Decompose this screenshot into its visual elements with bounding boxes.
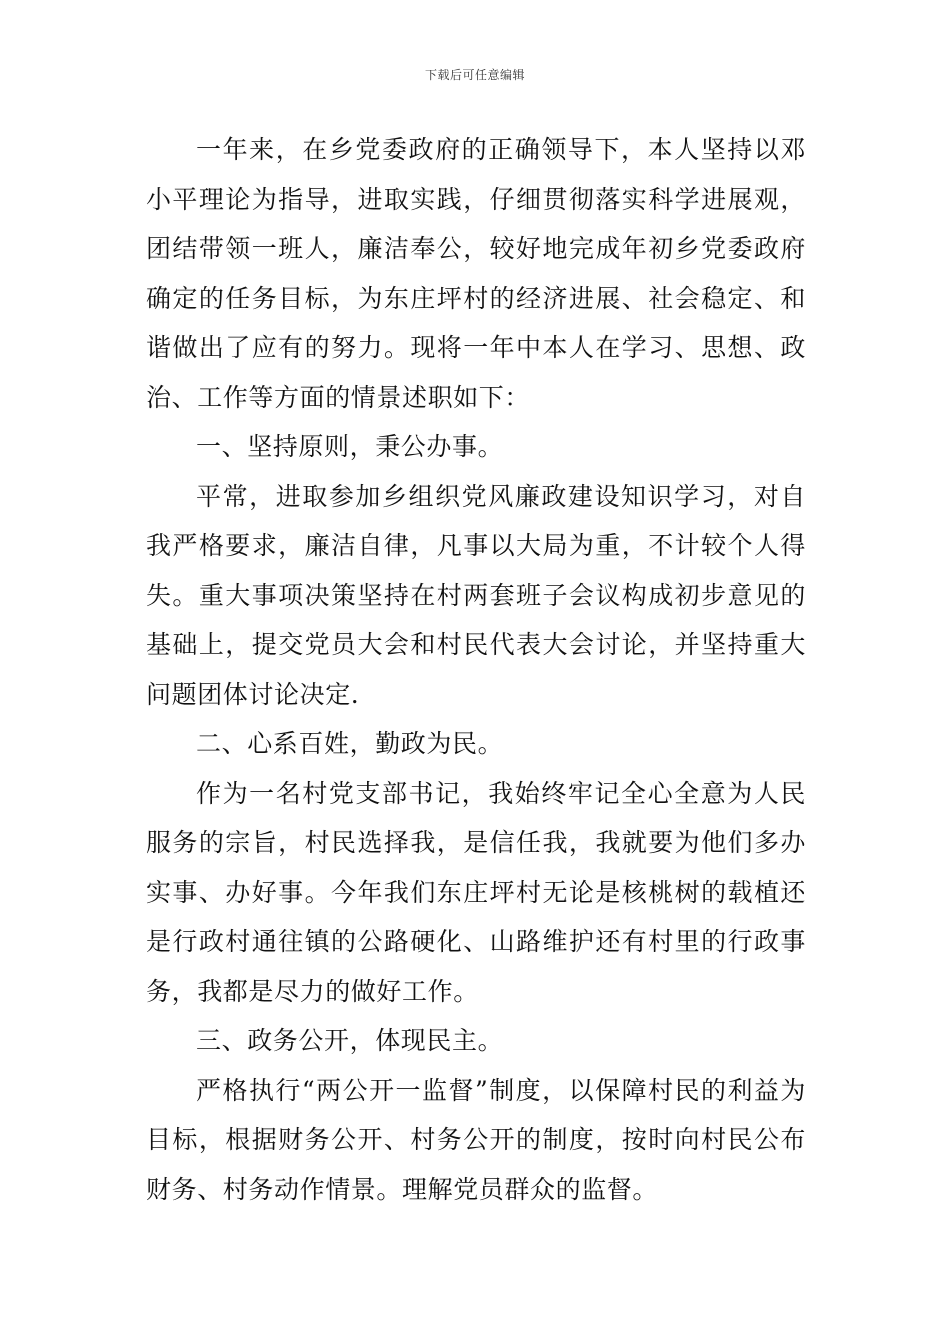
- intro-paragraph: 一年来，在乡党委政府的正确领导下，本人坚持以邓小平理论为指导，进取实践，仔细贯彻落实科学进展观，团结带领一班人，廉洁奉公，较好地完成年初乡党委政府确定的任务目标，为东庄坪村的经济进展、社会稳定、和谐做出了应有的努力。现将一年中本人在学习、思想、政治、工作等方面的情景述职如下：: [146, 135, 806, 412]
- document-body: [146, 125, 806, 1214]
- section-heading-3: 三、政务公开，体现民主。: [196, 1026, 504, 1055]
- section-3-paragraph: 严格执行“两公开一监督”制度，以保障村民的利益为目标，根据财务公开、村务公开的制度，按时向村民公布财务、村务动作情景。理解党员群众的监督。: [146, 1075, 806, 1204]
- section-1-paragraph: 平常，进取参加乡组织党风廉政建设知识学习，对自我严格要求，廉洁自律，凡事以大局为重，不计较个人得失。重大事项决策坚持在村两套班子会议构成初步意见的基础上，提交党员大会和村民代表大会讨论，并坚持重大问题团体讨论决定.: [146, 481, 806, 709]
- section-heading-2: 二、心系百姓，勤政为民。: [196, 729, 504, 758]
- page-header-note: 下载后可任意编辑: [424, 68, 525, 82]
- section-2-paragraph: 作为一名村党支部书记，我始终牢记全心全意为人民服务的宗旨，村民选择我，是信任我，我就要为他们多办实事、办好事。今年我们东庄坪村无论是核桃树的载植还是行政村通往镇的公路硬化、山路维护还有村里的行政事务，我都是尽力的做好工作。: [146, 778, 806, 1006]
- section-heading-1: 一、坚持原则，秉公办事。: [196, 432, 504, 461]
